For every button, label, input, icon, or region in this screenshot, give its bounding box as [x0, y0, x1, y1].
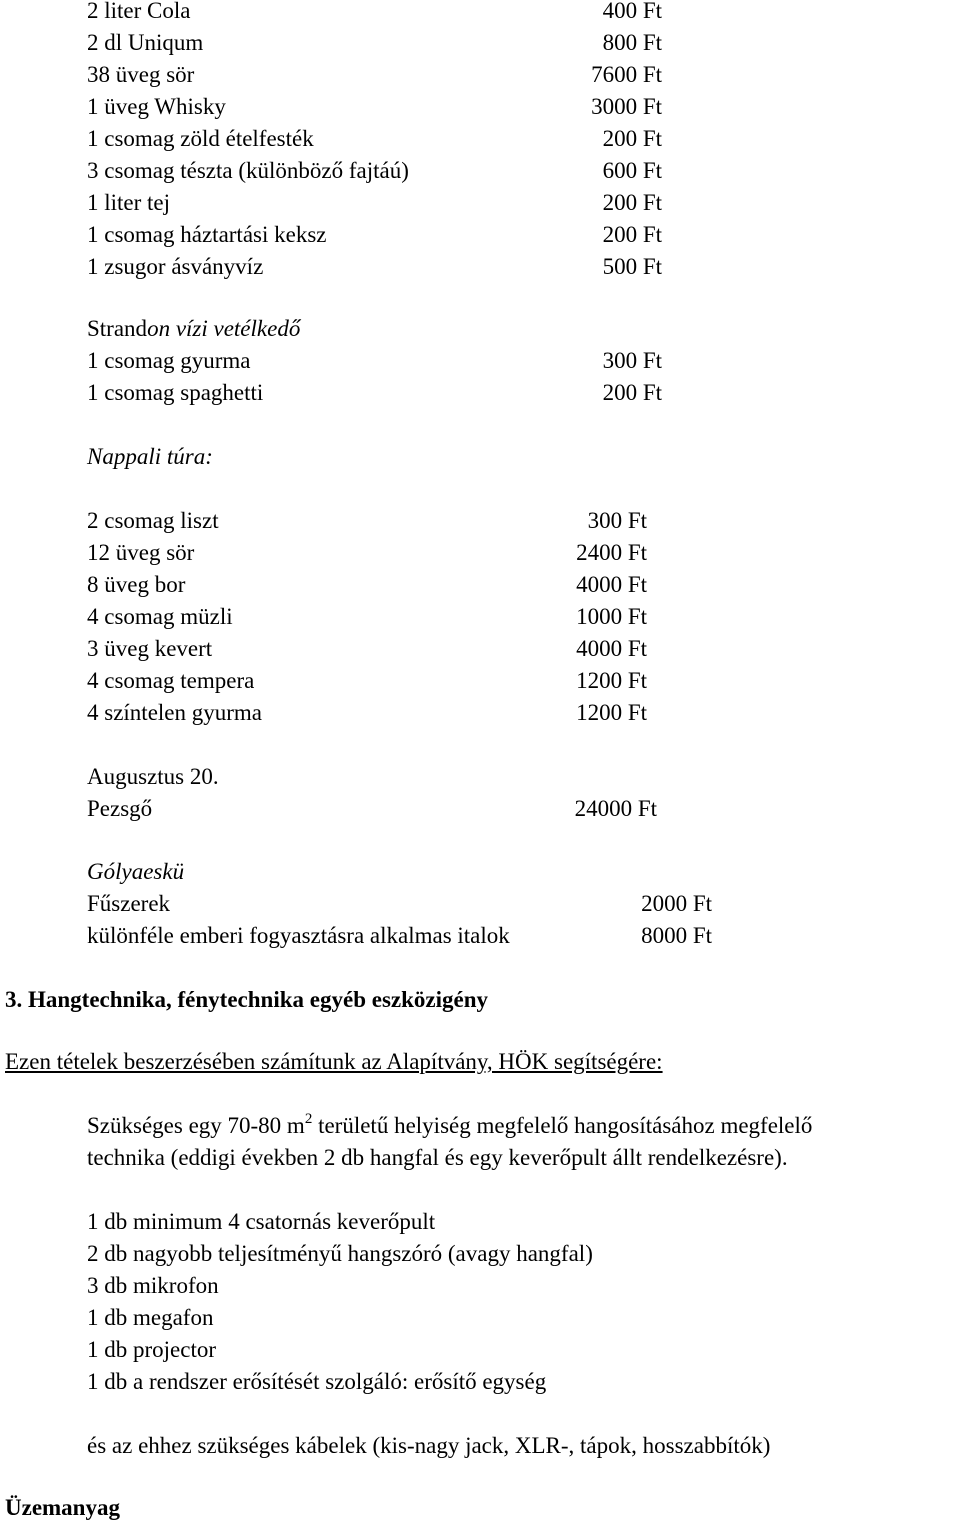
item-price: 600 Ft: [602, 158, 662, 183]
list-item: 1 db projector: [87, 1337, 217, 1362]
heading-rest: on vízi vetélkedő: [147, 316, 301, 341]
item-name: 12 üveg sör: [87, 540, 195, 565]
list-item: [0, 219, 960, 251]
list-item: [0, 920, 960, 952]
item-name: Pezsgő: [87, 796, 153, 821]
item-name: 3 üveg kevert: [87, 636, 213, 661]
item-name: 4 színtelen gyurma: [87, 700, 263, 725]
item-name: 38 üveg sör: [87, 62, 195, 87]
item-name: 2 csomag liszt: [87, 508, 219, 533]
paragraph-line-2: technika (eddigi években 2 db hangfal és egy keverőpult állt rendelkezésre).: [87, 1145, 788, 1170]
item-name: 1 csomag háztartási keksz: [87, 222, 327, 247]
item-price: 400 Ft: [602, 0, 662, 23]
paragraph-text: területű helyiség megfelelő hangosításához megfelelő: [312, 1113, 813, 1138]
item-price: 2000 Ft: [641, 891, 712, 916]
list-item: [0, 601, 960, 633]
item-name: 1 csomag spaghetti: [87, 380, 264, 405]
list-item: 1 db minimum 4 csatornás keverőpult: [87, 1209, 436, 1234]
list-item: 1 db megafon: [87, 1305, 214, 1330]
list-item: [0, 27, 960, 59]
list-item: [0, 155, 960, 187]
list-item: [0, 251, 960, 283]
heading-prefix: Strand: [87, 316, 148, 341]
section-heading-golyaesku: Gólyaeskü: [87, 859, 185, 884]
item-price: 500 Ft: [602, 254, 662, 279]
item-price: 2400 Ft: [576, 540, 647, 565]
item-price: 24000 Ft: [574, 796, 657, 821]
list-item: 2 db nagyobb teljesítményű hangszóró (avagy hangfal): [87, 1241, 593, 1266]
list-item: 1 db a rendszer erősítését szolgáló: erősítő egység: [87, 1369, 547, 1394]
item-name: 1 üveg Whisky: [87, 94, 226, 119]
list-item: [0, 888, 960, 920]
section-title: 3. Hangtechnika, fénytechnika egyéb eszközigény: [5, 987, 488, 1012]
item-name: 8 üveg bor: [87, 572, 186, 597]
item-price: 4000 Ft: [576, 636, 647, 661]
list-item: 3 db mikrofon: [87, 1273, 219, 1298]
paragraph-line-1: [87, 1110, 812, 1142]
section-title-uzemanyag: Üzemanyag: [5, 1495, 120, 1520]
section-heading-strand: [87, 313, 300, 345]
item-price: 200 Ft: [602, 126, 662, 151]
item-name: Fűszerek: [87, 891, 171, 916]
section-subtitle: Ezen tételek beszerzésében számítunk az Alapítvány, HÖK segítségére:: [5, 1049, 663, 1074]
list-item: [0, 569, 960, 601]
item-name: különféle emberi fogyasztásra alkalmas italok: [87, 923, 510, 948]
item-price: 300 Ft: [602, 348, 662, 373]
item-name: 4 csomag müzli: [87, 604, 233, 629]
item-price: 1200 Ft: [576, 700, 647, 725]
cables-line: és az ehhez szükséges kábelek (kis-nagy jack, XLR-, tápok, hosszabbítók): [87, 1433, 771, 1458]
list-item: [0, 91, 960, 123]
list-item: [0, 345, 960, 377]
list-item: [0, 59, 960, 91]
item-price: 1200 Ft: [576, 668, 647, 693]
item-price: 200 Ft: [602, 222, 662, 247]
item-price: 200 Ft: [602, 190, 662, 215]
item-name: 4 csomag tempera: [87, 668, 255, 693]
item-price: 800 Ft: [602, 30, 662, 55]
list-item: [0, 537, 960, 569]
list-item: [0, 793, 960, 825]
item-price: 300 Ft: [587, 508, 647, 533]
list-item: [0, 123, 960, 155]
section-heading-nappali: Nappali túra:: [87, 444, 213, 469]
list-item: [0, 697, 960, 729]
list-item: [0, 665, 960, 697]
item-name: 3 csomag tészta (különböző fajtáú): [87, 158, 409, 183]
list-item: [0, 377, 960, 409]
item-price: 3000 Ft: [591, 94, 662, 119]
item-name: 1 zsugor ásványvíz: [87, 254, 264, 279]
paragraph-text: Szükséges egy 70-80 m: [87, 1113, 305, 1138]
item-price: 7600 Ft: [591, 62, 662, 87]
list-item: [0, 633, 960, 665]
superscript: 2: [304, 1111, 313, 1127]
item-price: 200 Ft: [602, 380, 662, 405]
section-heading-augusztus: Augusztus 20.: [87, 764, 219, 789]
list-item: [0, 0, 960, 27]
list-item: [0, 187, 960, 219]
item-name: 1 liter tej: [87, 190, 171, 215]
item-name: 2 liter Cola: [87, 0, 191, 23]
list-item: [0, 505, 960, 537]
item-name: 2 dl Uniqum: [87, 30, 204, 55]
item-name: 1 csomag zöld ételfesték: [87, 126, 314, 151]
item-price: 4000 Ft: [576, 572, 647, 597]
item-name: 1 csomag gyurma: [87, 348, 251, 373]
item-price: 8000 Ft: [641, 923, 712, 948]
item-price: 1000 Ft: [576, 604, 647, 629]
